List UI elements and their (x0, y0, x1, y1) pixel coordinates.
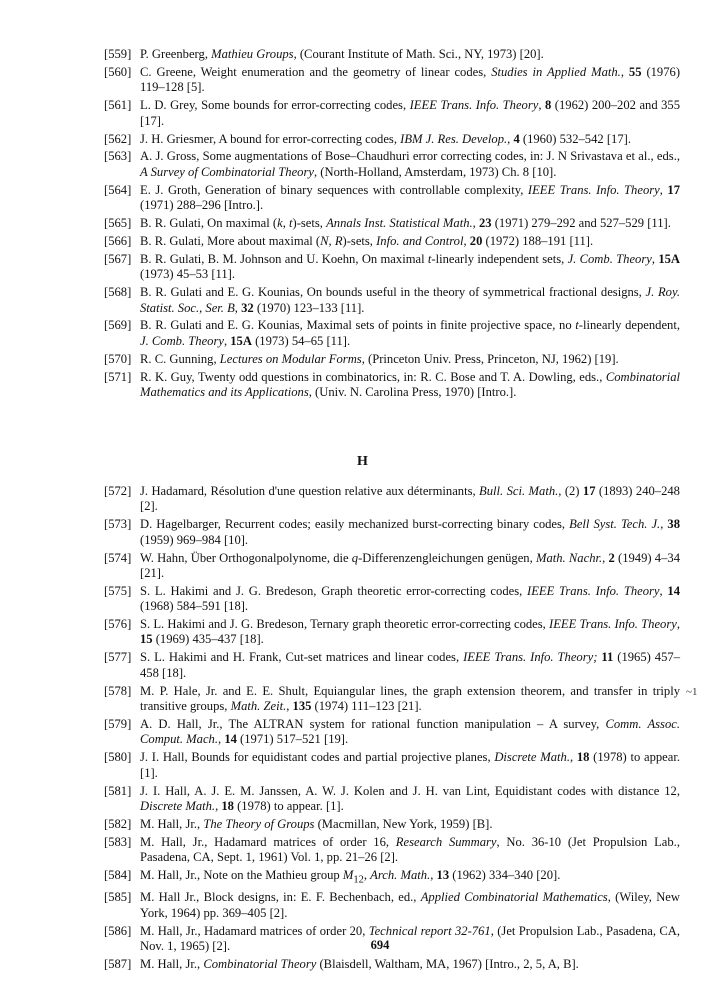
reference-text: (1973) 45–53 [11]. (140, 267, 236, 282)
reference-text: -linearly dependent, (578, 318, 680, 333)
reference-text: IEEE Trans. Info. Theory; (463, 650, 598, 665)
reference-text: , (234, 300, 242, 315)
reference-text: E. J. Groth, Generation of binary sequences with controllable complexity, (140, 182, 528, 197)
reference-number: [579] (104, 716, 132, 731)
reference-text: Mathieu Groups (211, 47, 294, 61)
reference-text: A. D. Hall, Jr., The ALTRAN system for rational function manipulation – A survey, (140, 716, 606, 731)
reference-text: 13 (436, 868, 450, 883)
reference-text: M. Hall, Jr., Hadamard matrices of order 20, (140, 923, 369, 938)
reference-number: [583] (104, 834, 132, 849)
section-heading: H (357, 454, 368, 469)
reference-entry (104, 650, 680, 681)
reference-text: C. Greene, Weight enumeration and the geometry of linear codes, (140, 64, 492, 79)
reference-text: M. Hall, Jr., (140, 957, 204, 972)
reference-text: 15A (658, 251, 681, 266)
reference-text: 18 (576, 750, 590, 765)
reference-text: 17 (667, 182, 681, 197)
reference-text: , (659, 583, 668, 598)
reference-text: J. Hadamard, Résolution d'une question relative aux déterminants, (140, 484, 480, 498)
reference-number: [572] (104, 484, 132, 498)
reference-text: Bull. Sci. Math. (479, 484, 559, 498)
margin-mark: ~1 (686, 686, 698, 698)
reference-entry (104, 817, 680, 832)
reference-text: M. Hall Jr., Block designs, in: E. F. Bechenbach, ed., (140, 890, 421, 905)
reference-text: S. L. Hakimi and J. G. Bredeson, Graph theoretic error-correcting codes, (140, 583, 528, 598)
reference-entry (104, 370, 680, 401)
reference-text: , (215, 798, 222, 813)
reference-text: , (223, 333, 231, 348)
reference-text: , (North-Holland, Amsterdam, 1973) Ch. 8 [10]. (313, 164, 557, 179)
reference-text: (Macmillan, New York, 1959) [B]. (314, 816, 493, 831)
reference-text: (1973) 54–65 [11]. (251, 333, 351, 348)
reference-text: W. Hahn, Über Orthogonalpolynome, die (140, 550, 352, 565)
reference-text: IBM J. Res. Develop. (400, 131, 508, 146)
reference-text: )-sets, (292, 216, 327, 230)
reference-text: Bell Syst. Tech. J. (569, 517, 661, 532)
reference-number: [565] (104, 216, 132, 230)
reference-text: , (620, 64, 629, 79)
reference-number: [585] (104, 890, 132, 905)
reference-entry (104, 149, 680, 180)
reference-text: 32 (241, 300, 254, 315)
reference-text: (1968) 584–591 [18]. (140, 599, 249, 614)
reference-text: t (427, 251, 432, 266)
reference-text: M. Hall, Jr., Note on the Mathieu group (140, 868, 343, 883)
reference-text: J. Comb. Theory (140, 333, 224, 348)
reference-text: 11 (601, 650, 614, 665)
reference-number: [580] (104, 750, 132, 765)
reference-text: S. L. Hakimi and H. Frank, Cut-set matrices and linear codes, (140, 650, 464, 665)
reference-number: [559] (104, 47, 132, 61)
reference-text: (Blaisdell, Waltham, MA, 1967) [Intro., 2, 5, A, B]. (316, 957, 579, 972)
reference-entry (104, 784, 680, 815)
reference-text: 18 (221, 798, 234, 813)
reference-text: N, R (320, 233, 343, 248)
reference-text: 2 (608, 550, 615, 565)
reference-text: IEEE Trans. Info. Theory (549, 617, 677, 632)
reference-text: , (Wiley, New York, 1964) pp. 369–405 [2]. (140, 890, 680, 920)
reference-text: (1971) 279–292 and 527–529 [11]. (491, 216, 671, 230)
reference-number: [571] (104, 369, 132, 384)
reference-text: Combinatorial Theory (203, 957, 317, 972)
reference-text: IEEE Trans. Info. Theory (409, 98, 539, 113)
reference-entry (104, 584, 680, 615)
reference-text: Comm. Assoc. Comput. Mach. (140, 716, 680, 747)
reference-number: [576] (104, 617, 132, 632)
reference-entry (104, 517, 680, 548)
reference-text: 14 (224, 732, 237, 747)
reference-text: R. K. Guy, Twenty odd questions in combinatorics, in: R. C. Bose and T. A. Dowling, eds., (140, 369, 606, 384)
reference-text: (1960) 532–542 [17]. (519, 131, 631, 146)
reference-text: (1978) to appear. [1]. (233, 798, 344, 813)
reference-text: (1976) 119–128 [5]. (140, 64, 681, 95)
reference-text: 23 (478, 216, 492, 230)
reference-number: [574] (104, 550, 132, 565)
reference-text: Lectures on Modular Forms (219, 351, 362, 366)
reference-text: , (Jet Propulsion Lab., Pasadena, CA, Nov. 1, 1965) [2]. (140, 923, 680, 954)
reference-text: M. Hall, Jr., Hadamard matrices of order 16, (140, 834, 396, 849)
reference-text: , (659, 182, 668, 197)
reference-entry (104, 318, 680, 349)
reference-text: P. Greenberg, (140, 47, 212, 61)
reference-entry (104, 285, 680, 316)
reference-text: , (507, 131, 514, 146)
reference-entry (104, 65, 680, 96)
reference-number: [573] (104, 517, 132, 532)
reference-text: (1893) 240–248 [2]. (140, 484, 680, 514)
reference-text: 15A (230, 333, 252, 348)
reference-entry (104, 551, 680, 582)
reference-text: D. Hagelbarger, Recurrent codes; easily mechanized burst-correcting binary codes, (140, 517, 570, 532)
reference-entry (104, 684, 680, 715)
reference-text: (1971) 517–521 [19]. (236, 732, 349, 747)
reference-text: A. J. Gross, Some augmentations of Bose–Chaudhuri error correcting codes, in: J. N Srivastava et al., eds., (140, 149, 680, 164)
reference-text: M. P. Hale, Jr. and E. E. Shult, Equiangular lines, the graph extension theorem, and transfer in triply transitive groups, (140, 683, 680, 714)
reference-number: [563] (104, 149, 132, 164)
reference-text: , (Princeton Univ. Press, Princeton, NJ, 1962) [19]. (361, 351, 619, 366)
reference-text: , (472, 216, 479, 230)
reference-text: 4 (513, 131, 520, 146)
reference-text: Math. Zeit. (230, 699, 287, 714)
reference-text: 15 (140, 632, 153, 647)
reference-entry (104, 352, 680, 367)
reference-text: Technical report 32-761 (368, 923, 491, 938)
reference-entry (104, 890, 680, 921)
reference-text: , (363, 868, 371, 883)
reference-text: J. I. Hall, A. J. E. M. Janssen, A. W. J. Kolen and J. H. van Lint, Equidistant codes with distance 12, (140, 783, 680, 798)
reference-text: The Theory of Groups (203, 816, 315, 831)
reference-text: J. Roy. Statist. Soc., Ser. B (140, 285, 680, 315)
reference-text: -Differenzengleichungen genügen, (358, 550, 536, 565)
reference-number: [567] (104, 251, 132, 266)
reference-text: B. R. Gulati and E. G. Kounias, Maximal sets of points in finite projective space, no (140, 318, 576, 333)
reference-text: , (286, 699, 293, 714)
reference-text: Research Summary (395, 834, 497, 849)
reference-text: 17 (582, 484, 596, 498)
reference-text: k, t (277, 216, 293, 230)
reference-text: , No. 36-10 (Jet Propulsion Lab., Pasadena, CA, Sept. 1, 1961) Vol. 1, pp. 21–26 [2]. (140, 834, 680, 865)
reference-text: (1974) 111–123 [21]. (311, 699, 422, 714)
reference-text: (1962) 334–340 [20]. (449, 868, 561, 883)
reference-entry (104, 216, 680, 231)
reference-text: , (Univ. N. Carolina Press, 1970) [Intro.]. (308, 385, 517, 399)
reference-text: (1965) 457–458 [18]. (140, 650, 680, 680)
reference-text: 55 (628, 64, 642, 79)
reference-text: -linearly independent sets, (431, 251, 568, 266)
reference-text: J. Comb. Theory (567, 251, 652, 266)
reference-text: Applied Combinatorial Mathematics (420, 890, 608, 905)
reference-text: , (676, 617, 680, 632)
reference-entry (104, 183, 680, 214)
reference-text: B. R. Gulati, B. M. Johnson and U. Koehn, On maximal (140, 251, 428, 266)
reference-text: M. Hall, Jr., (140, 816, 204, 831)
reference-text: Combinatorial Mathematics and its Applications (140, 369, 680, 399)
reference-text: Math. Nachr. (535, 550, 603, 565)
reference-entry (104, 47, 680, 62)
reference-list-h (104, 484, 680, 975)
page-number: 694 (370, 938, 390, 952)
reference-text: t (575, 318, 579, 333)
reference-text: )-sets, (342, 233, 377, 248)
reference-number: [581] (104, 783, 132, 798)
reference-number: [570] (104, 351, 132, 366)
reference-text: J. I. Hall, Bounds for equidistant codes and partial projective planes, (140, 750, 495, 765)
reference-text: 20 (469, 233, 483, 248)
reference-number: [561] (104, 98, 132, 113)
reference-text: Discrete Math. (494, 750, 570, 765)
reference-text: , (463, 233, 470, 248)
reference-text: 135 (292, 699, 312, 714)
reference-entry (104, 868, 680, 888)
reference-text: , (Courant Institute of Math. Sci., NY, 1973) [20]. (293, 47, 544, 61)
reference-entry (104, 132, 680, 147)
reference-text: (1959) 969–984 [10]. (140, 532, 249, 547)
reference-text: Arch. Math. (370, 868, 431, 883)
reference-number: [562] (104, 131, 132, 146)
reference-entry (104, 717, 680, 748)
reference-entry (104, 484, 680, 515)
reference-number: [586] (104, 923, 132, 938)
reference-text: 38 (667, 517, 681, 532)
reference-text: Discrete Math. (140, 798, 216, 813)
reference-entry (104, 617, 680, 648)
reference-text: L. D. Grey, Some bounds for error-correcting codes, (140, 98, 410, 113)
reference-number: [587] (104, 957, 132, 972)
reference-number: [560] (104, 64, 132, 79)
reference-text: , (660, 517, 668, 532)
reference-text: , (218, 732, 225, 747)
reference-text: (1972) 188–191 [11]. (482, 233, 594, 248)
reference-text: Info. and Control (376, 233, 464, 248)
reference-text: A Survey of Combinatorial Theory (140, 164, 314, 179)
reference-number: [564] (104, 182, 132, 197)
reference-text: , (651, 251, 659, 266)
reference-list-g (104, 47, 680, 403)
reference-entry (104, 98, 680, 129)
reference-entry (104, 835, 680, 866)
reference-text: (1971) 288–296 [Intro.]. (140, 198, 264, 213)
reference-text: J. H. Griesmer, A bound for error-correcting codes, (140, 131, 401, 146)
reference-entry (104, 750, 680, 781)
reference-text: (1949) 4–34 [21]. (140, 550, 680, 580)
reference-text: , (569, 750, 577, 765)
reference-text: 8 (545, 98, 552, 113)
reference-text: Studies in Applied Math. (491, 64, 621, 79)
reference-text: , (2) (558, 484, 583, 498)
reference-number: [568] (104, 285, 132, 300)
reference-number: [578] (104, 683, 132, 698)
reference-text: S. L. Hakimi and J. G. Bredeson, Ternary graph theoretic error-correcting codes, (140, 617, 550, 632)
reference-text: IEEE Trans. Info. Theory (527, 583, 660, 598)
reference-entry (104, 252, 680, 283)
reference-text: (1969) 435–437 [18]. (152, 632, 264, 647)
reference-number: [582] (104, 816, 132, 831)
reference-text: (1962) 200–202 and 355 [17]. (140, 98, 681, 128)
reference-text: 12 (353, 874, 364, 886)
reference-text: , (538, 98, 545, 113)
reference-number: [577] (104, 650, 132, 665)
reference-text: Annals Inst. Statistical Math. (326, 216, 473, 230)
reference-text: 14 (667, 583, 681, 598)
reference-text: B. R. Gulati and E. G. Kounias, On bounds useful in the theory of symmetrical fractional designs, (140, 285, 646, 300)
reference-text: , (430, 868, 437, 883)
reference-text: q (351, 550, 359, 565)
reference-text: , (602, 550, 609, 565)
reference-text: B. R. Gulati, On maximal ( (140, 216, 278, 230)
reference-number: [575] (104, 583, 132, 598)
reference-entry (104, 234, 680, 249)
reference-text: M (342, 868, 354, 883)
reference-number: [569] (104, 318, 132, 333)
reference-text: B. R. Gulati, More about maximal ( (140, 233, 321, 248)
reference-text: IEEE Trans. Info. Theory (527, 182, 660, 197)
reference-text: R. C. Gunning, (140, 351, 220, 366)
reference-number: [566] (104, 233, 132, 248)
reference-entry (104, 957, 680, 972)
reference-number: [584] (104, 868, 132, 883)
reference-text: (1970) 123–133 [11]. (253, 300, 365, 315)
reference-text: (1978) to appear. [1]. (140, 750, 681, 780)
